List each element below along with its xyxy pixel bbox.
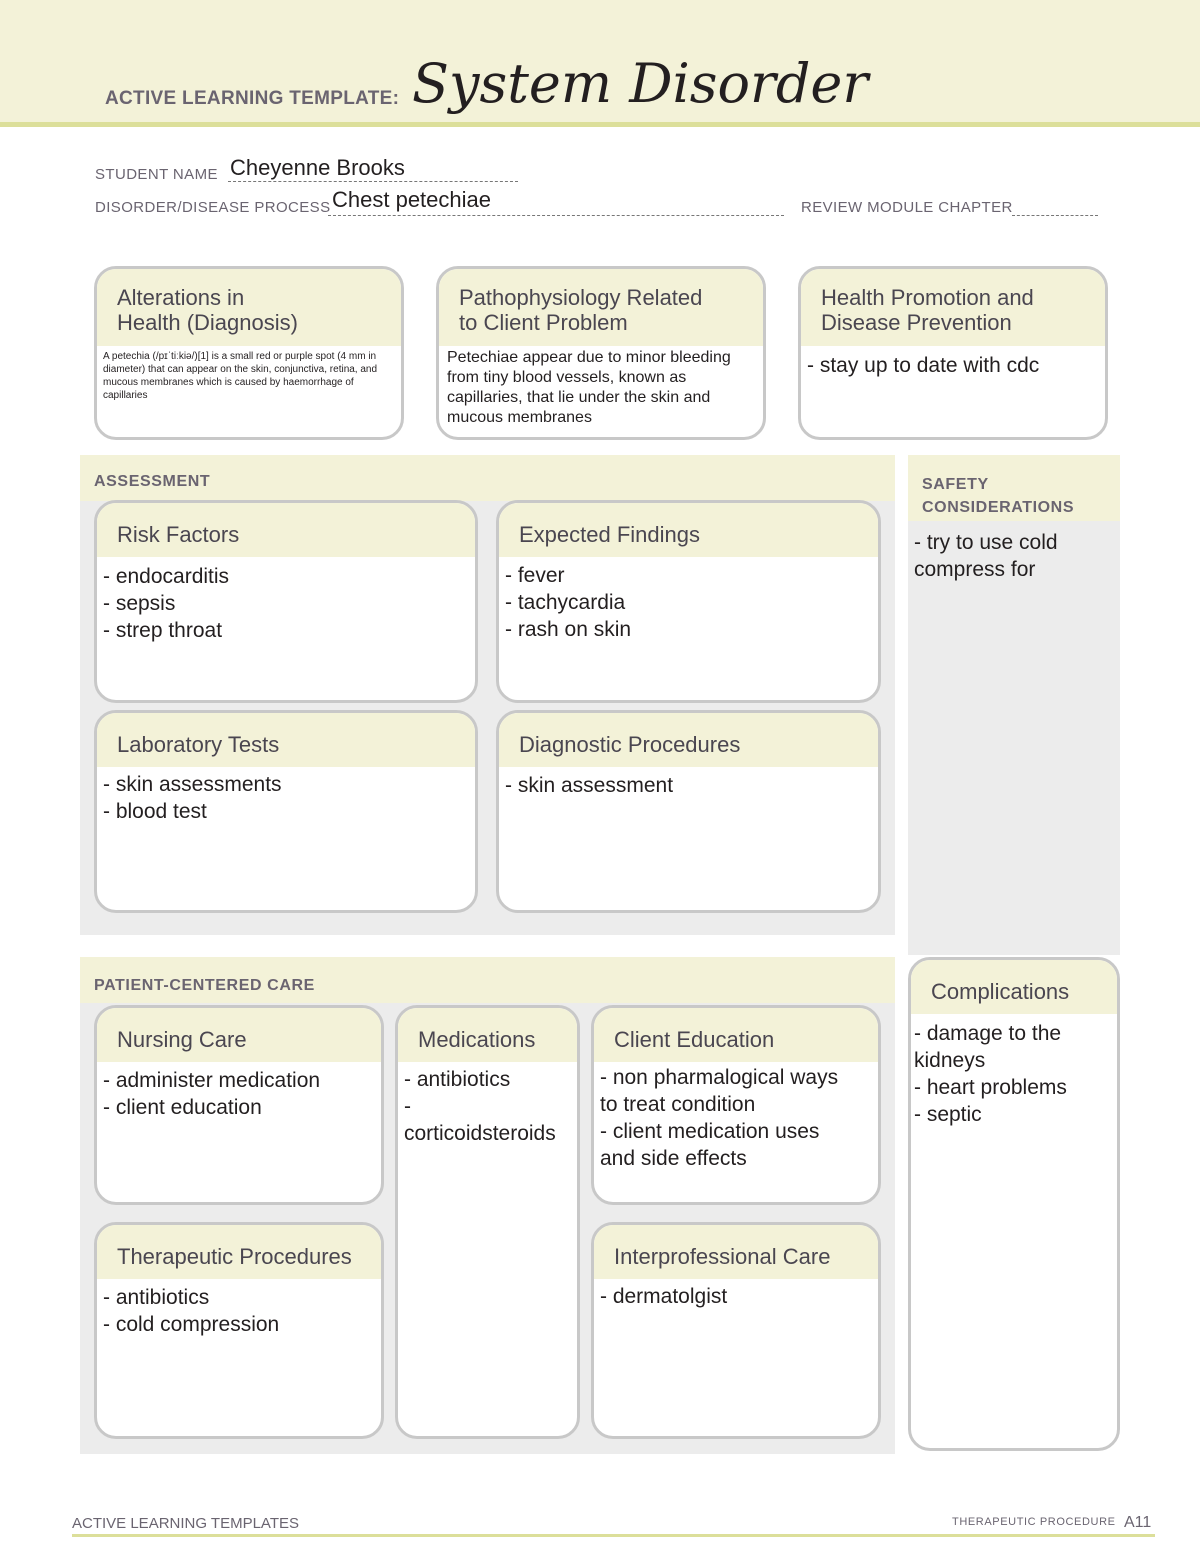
nursing-care-box <box>94 1005 384 1205</box>
template-label: ACTIVE LEARNING TEMPLATE: <box>105 88 400 109</box>
assessment-label: ASSESSMENT <box>94 473 211 490</box>
list-item: - try to use cold <box>914 531 1058 554</box>
medications-title: Medications <box>398 1008 577 1062</box>
list-item: - client education <box>103 1096 262 1119</box>
list-item: - heart problems <box>914 1076 1067 1099</box>
list-item: - skin assessments <box>103 773 282 796</box>
laboratory-tests-title: Laboratory Tests <box>97 713 475 767</box>
list-item: corticoidsteroids <box>404 1122 556 1145</box>
alterations-title-line1: Alterations in <box>117 285 245 310</box>
page-title: System Disorder <box>412 52 869 115</box>
nursing-care-list[interactable] <box>97 1062 381 1121</box>
expected-findings-title: Expected Findings <box>499 503 878 557</box>
list-item: - antibiotics <box>404 1068 511 1091</box>
laboratory-tests-list[interactable] <box>97 767 475 825</box>
list-item: - septic <box>914 1103 982 1126</box>
list-item: and side effects <box>600 1147 747 1170</box>
diagnostic-procedures-box <box>496 710 881 913</box>
patient-centered-care-label: PATIENT-CENTERED CARE <box>94 977 315 994</box>
safety-list[interactable] <box>908 529 1064 583</box>
student-name-label: STUDENT NAME <box>95 166 218 183</box>
list-item: - non pharmalogical ways <box>600 1066 839 1089</box>
student-name-field[interactable]: Cheyenne Brooks <box>230 155 405 180</box>
safety-label-line1: SAFETY <box>922 476 989 493</box>
pathophysiology-header <box>439 269 763 346</box>
expected-findings-list[interactable] <box>499 557 878 643</box>
alterations-body[interactable]: A petechia (/pɪˈtiːkiə/)[1] is a small red or purple spot (4 mm in diameter) that can appear on the skin, conjunctiva, retina, and mucous membranes which is caused by haemorrhage of capillaries <box>103 351 378 401</box>
list-item: - tachycardia <box>505 591 626 614</box>
therapeutic-procedures-title: Therapeutic Procedures <box>97 1225 381 1279</box>
diagnostic-procedures-list[interactable] <box>499 767 878 799</box>
list-item: - cold compression <box>103 1313 280 1336</box>
therapeutic-procedures-box <box>94 1222 384 1439</box>
list-item: - client medication uses <box>600 1120 820 1143</box>
complications-title: Complications <box>911 960 1117 1014</box>
alterations-box <box>94 266 404 440</box>
complications-box <box>908 957 1120 1451</box>
risk-factors-title: Risk Factors <box>97 503 475 557</box>
footer-right: THERAPEUTIC PROCEDURE <box>952 1516 1116 1528</box>
list-item: - strep throat <box>103 619 223 642</box>
footer-rule <box>72 1534 1155 1537</box>
therapeutic-procedures-list[interactable] <box>97 1279 381 1338</box>
health-promotion-box <box>798 266 1108 440</box>
list-item: - damage to the <box>914 1022 1062 1045</box>
alterations-title-line2: Health (Diagnosis) <box>117 310 298 335</box>
safety-label <box>922 473 1074 519</box>
pathophysiology-title-line2: to Client Problem <box>459 310 628 335</box>
interprofessional-care-title: Interprofessional Care <box>594 1225 878 1279</box>
health-promotion-title-line2: Disease Prevention <box>821 310 1012 335</box>
list-item: - fever <box>505 564 565 587</box>
list-item: - dermatolgist <box>600 1285 728 1308</box>
page-number: A11 <box>1124 1514 1152 1531</box>
complications-list[interactable] <box>911 1014 1117 1128</box>
health-promotion-body[interactable]: - stay up to date with cdc <box>807 354 1040 377</box>
health-promotion-header <box>801 269 1105 346</box>
client-education-title: Client Education <box>594 1008 878 1062</box>
medications-box <box>395 1005 580 1439</box>
list-item: - administer medication <box>103 1069 321 1092</box>
review-module-label: REVIEW MODULE CHAPTER <box>801 199 1013 216</box>
review-module-field[interactable] <box>1012 196 1098 216</box>
footer-left: ACTIVE LEARNING TEMPLATES <box>72 1515 299 1532</box>
interprofessional-care-list[interactable] <box>594 1279 878 1310</box>
medications-list[interactable] <box>398 1062 577 1147</box>
list-item: - antibiotics <box>103 1286 210 1309</box>
list-item: - blood test <box>103 800 207 823</box>
list-item: - endocarditis <box>103 565 230 588</box>
list-item: - skin assessment <box>505 774 674 797</box>
safety-section <box>908 455 1120 955</box>
list-item: compress for <box>914 558 1036 581</box>
risk-factors-list[interactable] <box>97 557 475 644</box>
pathophysiology-body[interactable]: Petechiae appear due to minor bleeding from tiny blood vessels, known as capillaries, that lie under the skin and mucous membranes <box>447 349 731 426</box>
list-item: kidneys <box>914 1049 986 1072</box>
expected-findings-box <box>496 500 881 703</box>
list-item: - rash on skin <box>505 618 632 641</box>
interprofessional-care-box <box>591 1222 881 1439</box>
list-item: to treat condition <box>600 1093 756 1116</box>
health-promotion-title-line1: Health Promotion and <box>821 285 1034 310</box>
list-item: - sepsis <box>103 592 176 615</box>
nursing-care-title: Nursing Care <box>97 1008 381 1062</box>
disorder-field[interactable]: Chest petechiae <box>332 187 491 212</box>
safety-label-line2: CONSIDERATIONS <box>922 499 1075 516</box>
laboratory-tests-box <box>94 710 478 913</box>
disorder-label: DISORDER/DISEASE PROCESS <box>95 199 331 216</box>
diagnostic-procedures-title: Diagnostic Procedures <box>499 713 878 767</box>
risk-factors-box <box>94 500 478 703</box>
client-education-box <box>591 1005 881 1205</box>
alterations-header <box>97 269 401 346</box>
pathophysiology-title-line1: Pathophysiology Related <box>459 285 703 310</box>
list-item: - <box>404 1095 411 1118</box>
header-rule <box>0 122 1200 127</box>
pathophysiology-box <box>436 266 766 440</box>
client-education-list[interactable] <box>594 1062 878 1172</box>
